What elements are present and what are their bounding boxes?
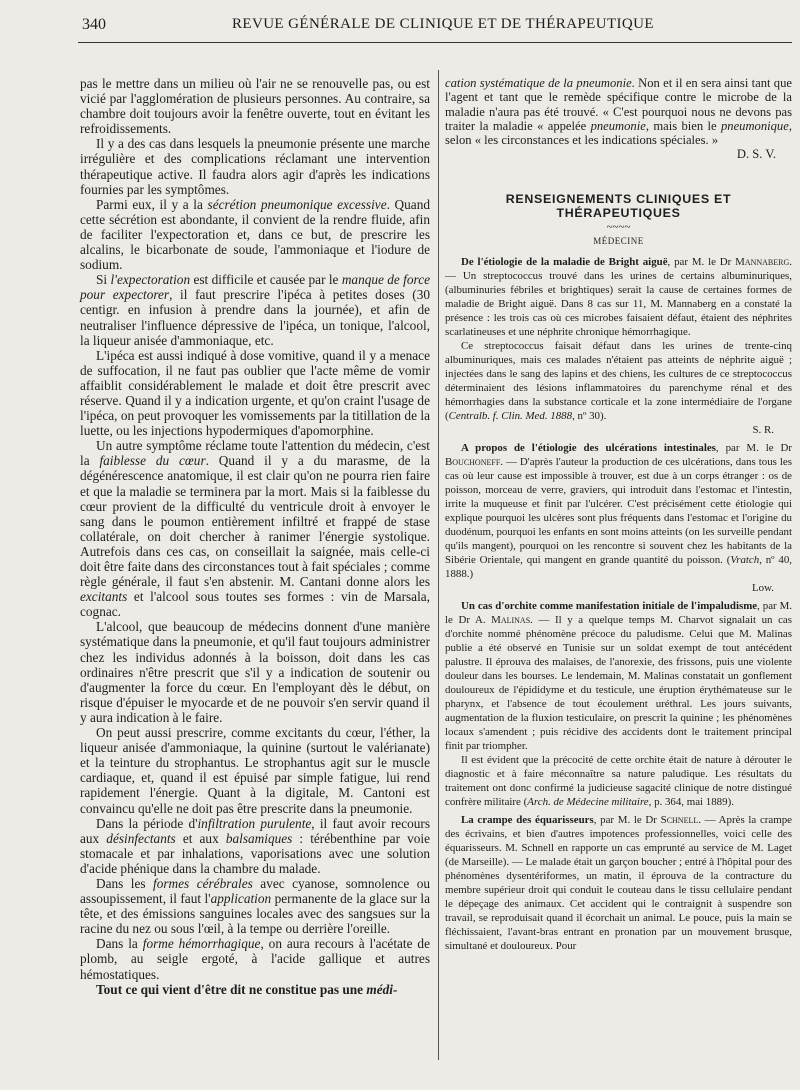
signature: D. S. V. [736, 147, 776, 162]
paragraph: Dans la période d'infiltration purulente, il faut avoir recours aux désinfectants et aux balsamiques : térébenthine par voie stomacale et par inhalations, vaporisations avec une solution d'acide phénique dans la chambre du malade. [80, 815, 430, 876]
article-crampe [445, 813, 792, 953]
right-column [445, 76, 792, 953]
journal-title: REVUE GÉNÉRALE DE CLINIQUE ET DE THÉRAPEUTIQUE [232, 16, 654, 32]
section-ornament: ~~~~ [606, 221, 631, 234]
paragraph: L'alcool, que beaucoup de médecins donnent d'une manière systématique dans la pneumonie, et qu'il faut toujours administrer chez les individus adonnés à la boisson, doit dans les cas ordinaires n'être prescrit que s'il y a indication de soutenir ou d'augmenter la force du cœur. En l'employant dès le début, on risque d'épuiser le myocarde et de ne pouvoir s'en servir quand il y aura indication à le faire. [80, 619, 430, 725]
paragraph: Dans la forme hémorrhagique, on aura recours à l'acétate de plomb, au seigle ergoté, à l'acide gallique et autres hémostatiques. [80, 936, 430, 982]
page-number: 340 [82, 16, 106, 33]
article-signature: Low. [752, 581, 774, 594]
paragraph: Il y a des cas dans lesquels la pneumonie présente une marche irrégulière et des complications réclamant une intervention thérapeutique active. Il faudra alors agir d'après les indications fournies par les symptômes. [80, 136, 430, 197]
paragraph: Un autre symptôme réclame toute l'attention du médecin, c'est la faiblesse du cœur. Quand il y a du marasme, de la dégénérescence anatomique, il est clair qu'on ne pourra rien faire et que la maladie se terminera par la mort. Mais si la faiblesse du cœur provient de la difficulté du ventricule droit à envoyer le sang dans le poumon entièrement infiltré et frappé de stase collatérale, on doit chercher à ranimer l'énergie systolique. Autrefois dans ces cas, on conseillait la saignée, mais celle-ci doit être faite dans des circonstances tout à fait spéciales ; comme règle générale, il faut s'en abstenir. M. Cantani donne alors les excitants et l'alcool sous toutes ses formes : vin de Marsala, cognac. [80, 438, 430, 620]
article-lead: A propos de l'étiologie des ulcérations intestinales, par M. le Dr Bouchoneff. — D'après l'auteur la production de ces ulcérations, dans tous les cas où leur cause est impossible à trouver, est due à un corps étranger : os de poisson, morceau de verre, graviers, qui introduit dans l'estomac et l'intestin, irrite la muqueuse et finit par l'ulcérer. C'est précisément cette étiologie qui explique pourquoi les ulcères sont plus fréquents dans l'estomac et l'origine du duodénum, pourquoi les enfants en sont moins atteints (on les surveille pendant qu'ils mangent), pourquoi on les rencontre si souvent chez les habitants de la Sibérie Orientale, qui mangent en grande quantité du poisson. (Vratch, nº 40, 1888.) [445, 441, 792, 580]
paragraph: Parmi eux, il y a la sécrétion pneumonique excessive. Quand cette sécrétion est abondante, il convient de la rendre fluide, afin de faciliter l'expectoration et, dans ce but, de prescrire les alcalins, le bicarbonate de soude, l'ammoniaque et l'iodure de sodium. [80, 196, 431, 273]
paragraph: Il est évident que la précocité de cette orchite était de nature à dérouter le diagnostic et à faire méconnaître sa nature paludique. Les résultats du traitement ont donc confirmé la judicieuse sagacité clinique de notre distingué confrère militaire (Arch. de Médecine militaire, p. 364, mai 1889). [445, 753, 792, 808]
section-title: RENSEIGNEMENTS CLINIQUES ET THÉRAPEUTIQUES [505, 191, 732, 221]
article-lead: De l'étiologie de la maladie de Bright aiguë, par M. le Dr Mannaberg. — Un streptococcus trouvé dans les urines de certains albuminuriques, (albuminuries fébriles et brightiques) serait la cause de certaines formes de maladie de Bright aiguë. Dans 8 cas sur 11, M. Mannaberg en a constaté la présence : les trois cas où ces microbes faisaient défaut, étaient des néphrites scarlatineuses et une néphrite chronique hémorrhagique. [445, 255, 793, 338]
paragraph: Tout ce qui vient d'être dit ne constitue pas une médi- [96, 981, 398, 997]
header-rule [78, 42, 792, 43]
paragraph: L'ipéca est aussi indiqué à dose vomitive, quand il y a menace de suffocation, il ne faut pas oublier que l'acte même de vomir affaiblit considérablement le malade et doit être prescrit avec réserve. Quand il y a indication urgente, et qu'on craint l'usage de l'ipéca, on peut provoquer les vomissements par la titillation de la luette, ou les injections hypodermiques d'apomorphine. [80, 347, 430, 439]
subsection-title: MÉDECINE [593, 236, 644, 247]
left-column [80, 76, 430, 997]
paragraph: pas le mettre dans un milieu où l'air ne se renouvelle pas, ou est vicié par l'agglomération de plusieurs personnes. Au contraire, sa chambre doit toujours avoir la fenêtre ouverte, tout en évitant les refroidissements. [80, 76, 430, 137]
article-bright [445, 255, 792, 437]
paragraph: On peut aussi prescrire, comme excitants du cœur, l'éther, la liqueur anisée d'ammoniaque, la quinine (surtout le valérianate) et la teinture du strophantus. Le strophantus agit sur le muscle cardiaque, et, quand il est épuisé par simple fatigue, lui rend rapidement l'énergie. Quant à la digitale, M. Cantoni est convaincu qu'elle ne doit pas être prescrite dans la pneumonie. [80, 725, 430, 816]
column-divider [438, 70, 439, 1060]
article-signature: S. R. [752, 423, 774, 436]
paragraph: Dans les formes cérébrales avec cyanose, somnolence ou assoupissement, il faut l'application permanente de la glace sur la tête, et des émissions sanguines locales avec des sangsues sur la racine du nez ou sous l'œil, à la tempe ou derrière l'oreille. [80, 875, 430, 937]
paragraph: cation systématique de la pneumonie. Non et il en sera ainsi tant que l'agent et tant que le remède spécifique contre le microbe de la maladie n'aura pas été trouvé. « C'est pourquoi nous ne devons pas traiter la maladie « appelée pneumonie, mais bien le pneumonique, selon « les circonstances et les indications spéciales. » [445, 76, 792, 148]
article-orchite [445, 599, 792, 809]
paragraph: Ce streptococcus faisait défaut dans les urines de trente-cinq albuminuriques, mais ces malades n'étaient pas atteints de néphrite aiguë ; injectées dans le sang des lapins et des chiens, les cultures de ce streptococcus déterminaient des lésions inflammatoires du parenchyme rénal et des hémorrhagies dans la substance corticale et la zone intermédiaire de l'organe (Centralb. f. Clin. Med. 1888, nº 30). [445, 339, 792, 422]
article-lead: Un cas d'orchite comme manifestation initiale de l'impaludisme, par M. le Dr A. Malinas. — Il y a quelque temps M. Charvot signalait un cas d'orchite nommé phénomène précoce du paludisme. Celui que M. Malinas publie a été observé en Tunisie sur un soldat exempt de tout antécédent palustre. Il éprouva des malaises, de l'anorexie, des frissons, puis une violente douleur dans les bourses. Le lendemain, M. Malinas constatait un gonflement douloureux de l'épididyme et du testicule, une éruption érythémateuse sur le pharynx, et l'absence de tout écoulement uréthral. Les jours suivants, augmentation de la fluxion testiculaire, on prescrit la quinine ; les phénomènes locaux s'amendent ; puis récidive des accidents dont le traitement principal finit par triompher. [445, 599, 792, 752]
article-ulcerations [445, 441, 792, 595]
paragraph: Si l'expectoration est difficile et causée par le manque de force pour expectorer, il faut prescrire l'ipéca à petites doses (30 centigr. en infusion à prendre dans la journée), et afin de neutraliser l'influence dépressive de l'ipéca, un tonique, l'alcool, la liqueur anisée d'ammoniaque, etc. [80, 272, 430, 348]
running-header [82, 16, 792, 38]
article-lead: La crampe des équarisseurs, par M. le Dr Schnell. — Après la crampe des écrivains, et bien d'autres impotences professionnelles, voici celle des équarisseurs. M. Schnell en rapporte un cas emprunté au service de M. Laget (de Marseille). — Le malade était un garçon boucher ; entré à l'hôpital pour des phénomènes dysentériformes, un matin, il éprouva de la contracture du membre supérieur droit qui conduit le couteau dans le tissu cellulaire pendant le dépeçage des animaux. Cet accident qui le contraignit à suspendre son travail, se reproduisait quand il écorchait un animal. Le pouce, puis la main se fléchissaient, l'avant-bras entrant en pronation par un mouvement brusque, simultané et douloureux. Pour [445, 813, 793, 952]
